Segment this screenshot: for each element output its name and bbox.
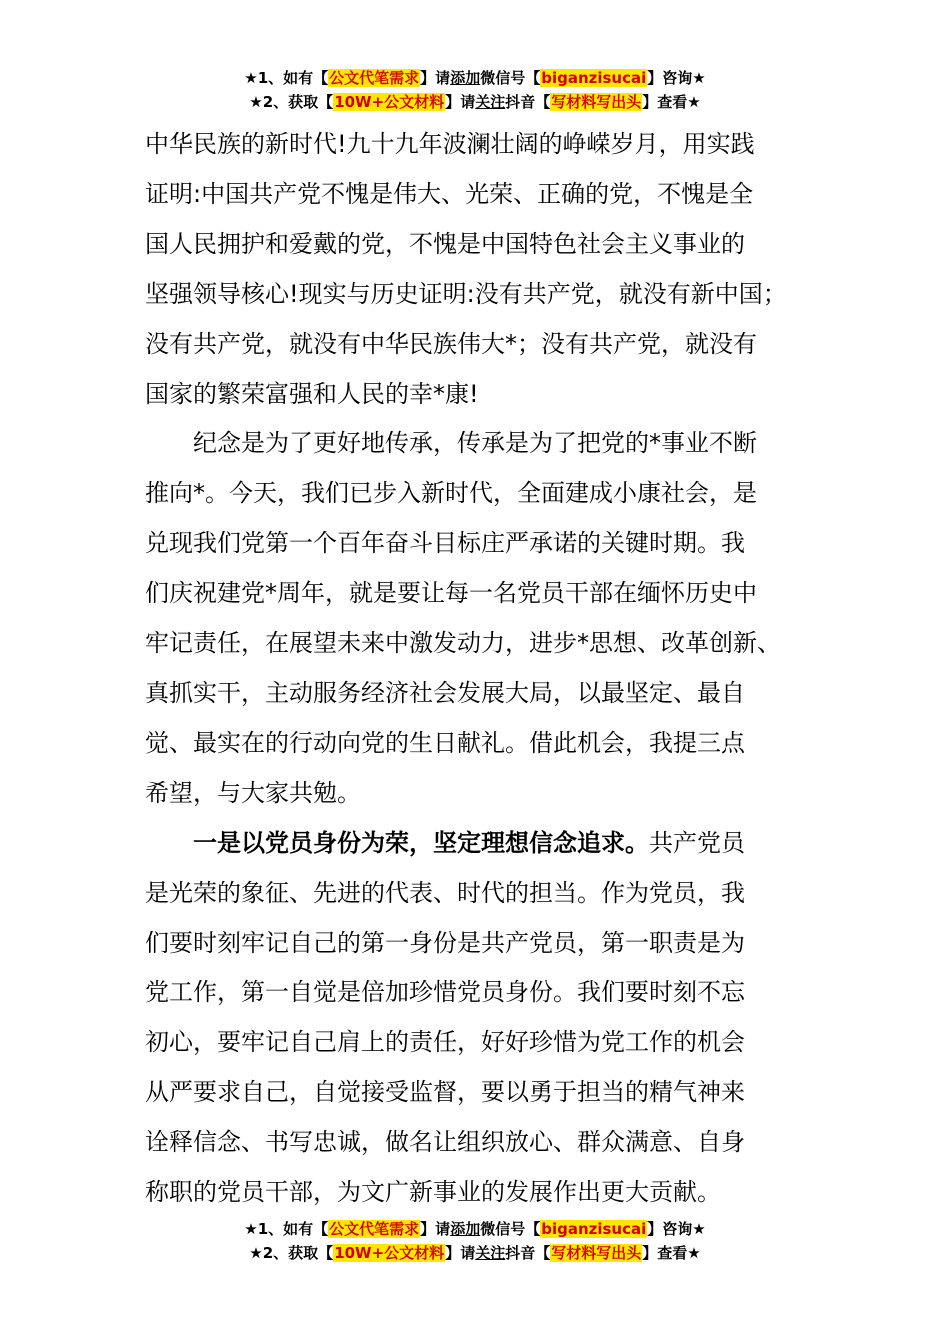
paragraph-2 xyxy=(145,419,835,818)
banner-text: ★2、获取【 xyxy=(249,1244,334,1262)
text-line: 们要时刻牢记自己的第一身份是共产党员，第一职责是为 xyxy=(145,928,745,957)
text-line: 兑现我们党第一个百年奋斗目标庄严承诺的关键时期。我 xyxy=(145,529,745,558)
banner-text: 】查看★ xyxy=(642,1244,701,1262)
text-line: 中华民族的新时代!九十九年波澜壮阔的峥嵘岁月，用实践 xyxy=(145,130,755,158)
banner-text: 】请 xyxy=(445,93,476,111)
wechat-id-highlight: biganzisucai xyxy=(541,69,647,87)
banner-line-1 xyxy=(0,1217,950,1241)
text-line: 们庆祝建党*周年，就是要让每一名党员干部在缅怀历史中 xyxy=(145,579,757,608)
paragraph-heading: 一是以党员身份为荣，坚定理想信念追求。 xyxy=(145,828,649,857)
text-line: 希望，与大家共勉。 xyxy=(145,778,361,807)
text-line: 坚强领导核心!现实与历史证明:没有共产党，就没有新中国； xyxy=(145,279,787,308)
banner-text: ★2、获取【 xyxy=(249,93,334,111)
banner-line-1 xyxy=(0,66,950,90)
text-line: 国人民拥护和爱戴的党，不愧是中国特色社会主义事业的 xyxy=(145,229,745,258)
text-line: 诠释信念、书写忠诚，做名让组织放心、群众满意、自身 xyxy=(145,1128,745,1157)
paragraph-1 xyxy=(145,120,835,419)
text-line: 从严要求自己，自觉接受监督，要以勇于担当的精气神来 xyxy=(145,1078,745,1107)
banner-highlight: 10W+公文材料 xyxy=(334,1244,445,1262)
text-line: 党工作，第一自觉是倍加珍惜党员身份。我们要时刻不忘 xyxy=(145,978,745,1007)
banner-underline: 关注 xyxy=(475,1244,506,1262)
banner-text: 微信号【 xyxy=(480,69,541,87)
text-line: 国家的繁荣富强和人民的幸*康! xyxy=(145,379,479,408)
banner-text: 】咨询★ xyxy=(647,1220,706,1238)
banner-highlight: 10W+公文材料 xyxy=(334,93,445,111)
banner-text: 】请 xyxy=(420,69,451,87)
douyin-id-highlight: 写材料写出头 xyxy=(551,93,642,111)
paragraph-3 xyxy=(145,819,835,1218)
text-line: 是光荣的象征、先进的代表、时代的担当。作为党员，我 xyxy=(145,878,745,907)
text-line: 称职的党员干部，为文广新事业的发展作出更大贡献。 xyxy=(145,1178,721,1207)
text-line: 初心，要牢记自己肩上的责任，好好珍惜为党工作的机会 xyxy=(145,1028,745,1057)
banner-line-2 xyxy=(0,1241,950,1265)
text-line: 牢记责任，在展望未来中激发动力，进步*思想、改革创新、 xyxy=(145,629,781,658)
banner-underline: 添加 xyxy=(450,1220,481,1238)
banner-text: 抖音【 xyxy=(505,1244,551,1262)
header-banner xyxy=(0,66,950,114)
document-body xyxy=(145,120,835,1218)
text-line: 觉、最实在的行动向党的生日献礼。借此机会，我提三点 xyxy=(145,728,745,757)
banner-line-2 xyxy=(0,90,950,114)
banner-highlight: 公文代笔需求 xyxy=(329,69,420,87)
footer-banner xyxy=(0,1217,950,1265)
text-run: 共产党员 xyxy=(649,828,745,857)
text-line xyxy=(145,819,835,869)
banner-text: 抖音【 xyxy=(505,93,551,111)
text-line: 推向*。今天，我们已步入新时代，全面建成小康社会，是 xyxy=(145,479,757,508)
banner-text: 微信号【 xyxy=(480,1220,541,1238)
text-line: 没有共产党，就没有中华民族伟大*；没有共产党，就没有 xyxy=(145,329,757,358)
text-line: 证明:中国共产党不愧是伟大、光荣、正确的党，不愧是全 xyxy=(145,179,754,208)
banner-text: 】请 xyxy=(445,1244,476,1262)
banner-text: 】咨询★ xyxy=(647,69,706,87)
banner-text: ★1、如有【 xyxy=(244,69,329,87)
wechat-id-highlight: biganzisucai xyxy=(541,1220,647,1238)
banner-highlight: 公文代笔需求 xyxy=(329,1220,420,1238)
banner-text: 】请 xyxy=(420,1220,451,1238)
text-line: 纪念是为了更好地传承，传承是为了把党的*事业不断 xyxy=(145,429,757,458)
text-line: 真抓实干，主动服务经济社会发展大局，以最坚定、最自 xyxy=(145,678,745,707)
douyin-id-highlight: 写材料写出头 xyxy=(551,1244,642,1262)
banner-underline: 添加 xyxy=(450,69,481,87)
banner-text: 】查看★ xyxy=(642,93,701,111)
banner-text: ★1、如有【 xyxy=(244,1220,329,1238)
banner-underline: 关注 xyxy=(475,93,506,111)
